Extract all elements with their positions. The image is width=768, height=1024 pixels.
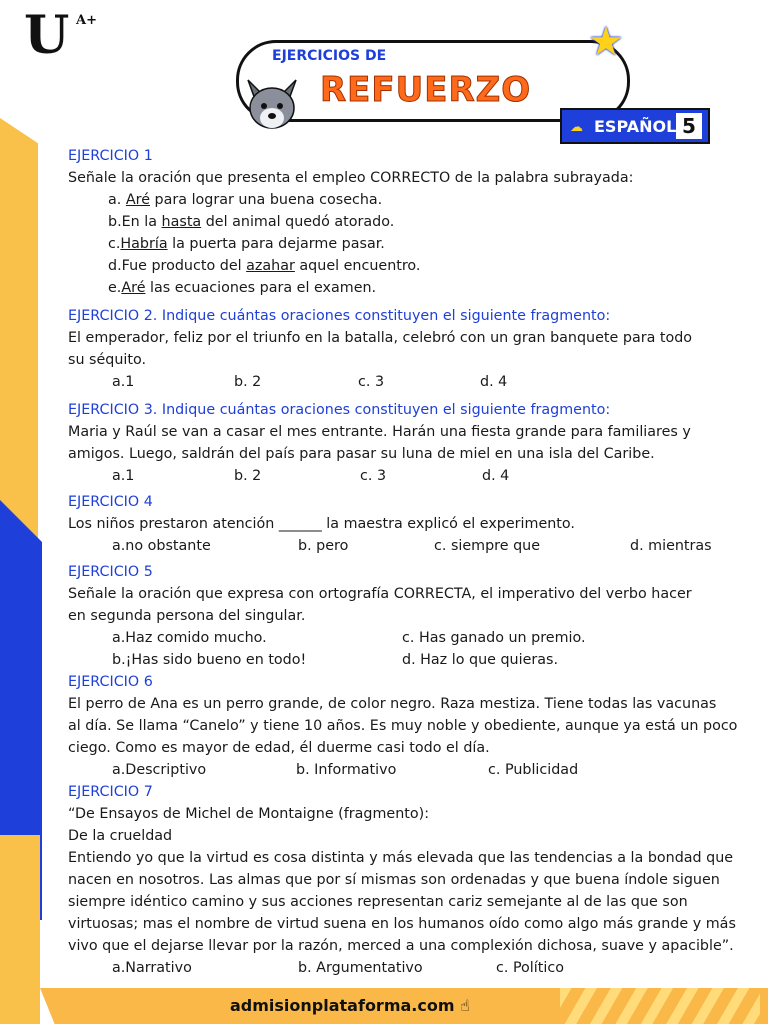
header-title: REFUERZO: [320, 70, 532, 110]
exercise-7-title: EJERCICIO 7: [68, 784, 153, 800]
exercise-5-options-row-1: [68, 627, 748, 649]
exercise-7-options: [68, 957, 748, 979]
exercise-1-options: [68, 189, 748, 299]
exercise-1-title: EJERCICIO 1: [68, 148, 153, 164]
grade-number: 5: [676, 113, 702, 139]
exercise-1-prompt: Señale la oración que presenta el empleo CORRECTO de la palabra subrayada:: [68, 170, 634, 186]
subject-tag: [560, 108, 710, 144]
exercise-3-options: [68, 465, 748, 487]
exercise-7-line-5: siempre idéntico camino y sus acciones representan cariz semejante al de las que son: [68, 894, 688, 910]
star-icon: ★: [588, 19, 624, 65]
exercise-7-line-3: Entiendo yo que la virtud es cosa distinta y más elevada que las tendencias a la bondad que: [68, 850, 734, 866]
exercise-5-options-row-2: [68, 649, 748, 671]
subject-label: ESPAÑOL: [594, 117, 677, 136]
exercise-4-title: EJERCICIO 4: [68, 494, 153, 510]
exercise-6-title: EJERCICIO 6: [68, 674, 153, 690]
exercise-3-title: EJERCICIO 3. Indique cuántas oraciones constituyen el siguiente fragmento:: [68, 402, 611, 418]
exercise-2-text-1: El emperador, feliz por el triunfo en la batalla, celebró con un gran banquete para todo: [68, 330, 693, 346]
exercise-3-text-1: Maria y Raúl se van a casar el mes entrante. Harán una fiesta grande para familiares y: [68, 424, 691, 440]
option: b.¡Has sido bueno en todo!: [112, 652, 307, 668]
cloud-icon: ☁: [570, 120, 583, 135]
exercise-5-text-2: en segunda persona del singular.: [68, 608, 306, 624]
exercise-6-text-3: ciego. Como es mayor de edad, él duerme casi todo el día.: [68, 740, 490, 756]
option: b. pero: [298, 538, 349, 554]
exercise-6-text-1: El perro de Ana es un perro grande, de color negro. Raza mestiza. Tiene todas las vacunas: [68, 696, 717, 712]
option: c. Has ganado un premio.: [402, 630, 586, 646]
option: a.1: [112, 374, 135, 390]
exercise-6-text-2: al día. Se llama “Canelo” y tiene 10 años. Es muy noble y obediente, aunque ya está un poco: [68, 718, 738, 734]
option: b. Informativo: [296, 762, 397, 778]
option: d. 4: [482, 468, 510, 484]
exercise-7-line-4: nacen en nosotros. Las almas que por sí mismas son ordenadas y que buena índole siguen: [68, 872, 720, 888]
option: a.Descriptivo: [112, 762, 207, 778]
option: b. Argumentativo: [298, 960, 423, 976]
option: c. Político: [496, 960, 564, 976]
exercise-3-text-2: amigos. Luego, saldrán del país para pasar su luna de miel en una isla del Caribe.: [68, 446, 655, 462]
brand-logo: U A+: [24, 5, 97, 66]
option: c. 3: [360, 468, 387, 484]
option: b. 2: [234, 374, 262, 390]
option: e.Aré las ecuaciones para el examen.: [108, 280, 377, 296]
option: d.Fue producto del azahar aquel encuentro.: [108, 258, 421, 274]
option: c. Publicidad: [488, 762, 579, 778]
option: a.Haz comido mucho.: [112, 630, 267, 646]
exercise-7-line-6: virtuosas; mas el nombre de virtud suena en los humanos oído como algo más grande y más: [68, 916, 736, 932]
exercise-7-line-7: vivo que el dejarse llevar por la razón, merced a una complexión dichosa, suave y apacible”.: [68, 938, 734, 954]
option: a.1: [112, 468, 135, 484]
option: c. 3: [358, 374, 385, 390]
exercise-2-text-2: su séquito.: [68, 352, 147, 368]
exercise-7-line-1: “De Ensayos de Michel de Montaigne (fragmento):: [68, 806, 430, 822]
option: c. siempre que: [434, 538, 541, 554]
option: d. mientras: [630, 538, 712, 554]
exercise-5-title: EJERCICIO 5: [68, 564, 153, 580]
option: a. Aré para lograr una buena cosecha.: [108, 192, 383, 208]
option: d. Haz lo que quieras.: [402, 652, 559, 668]
exercise-5-text-1: Señale la oración que expresa con ortografía CORRECTA, el imperativo del verbo hacer: [68, 586, 692, 602]
option: d. 4: [480, 374, 508, 390]
exercise-4-options: [68, 535, 748, 557]
exercise-content: [68, 145, 748, 979]
option: c.Habría la puerta para dejarme pasar.: [108, 236, 385, 252]
exercise-6-options: [68, 759, 748, 781]
footer-site-link[interactable]: admisionplataforma.com ☝: [230, 996, 470, 1015]
option: a.no obstante: [112, 538, 211, 554]
cursor-click-icon: ☝: [460, 996, 470, 1015]
left-orange-stripe: [0, 118, 38, 538]
exercise-7-line-2: De la crueldad: [68, 828, 173, 844]
fox-mascot-icon: [242, 76, 302, 132]
option: a.Narrativo: [112, 960, 192, 976]
exercise-2-title: EJERCICIO 2. Indique cuántas oraciones constituyen el siguiente fragmento:: [68, 308, 611, 324]
header-subtitle: EJERCICIOS DE: [272, 48, 387, 64]
left-orange-stripe-bottom: [0, 835, 40, 1024]
option: b. 2: [234, 468, 262, 484]
footer-stripes: [560, 988, 760, 1024]
option: b.En la hasta del animal quedó atorado.: [108, 214, 395, 230]
exercise-2-options: [68, 371, 748, 393]
exercise-4-text: Los niños prestaron atención ______ la maestra explicó el experimento.: [68, 516, 575, 532]
